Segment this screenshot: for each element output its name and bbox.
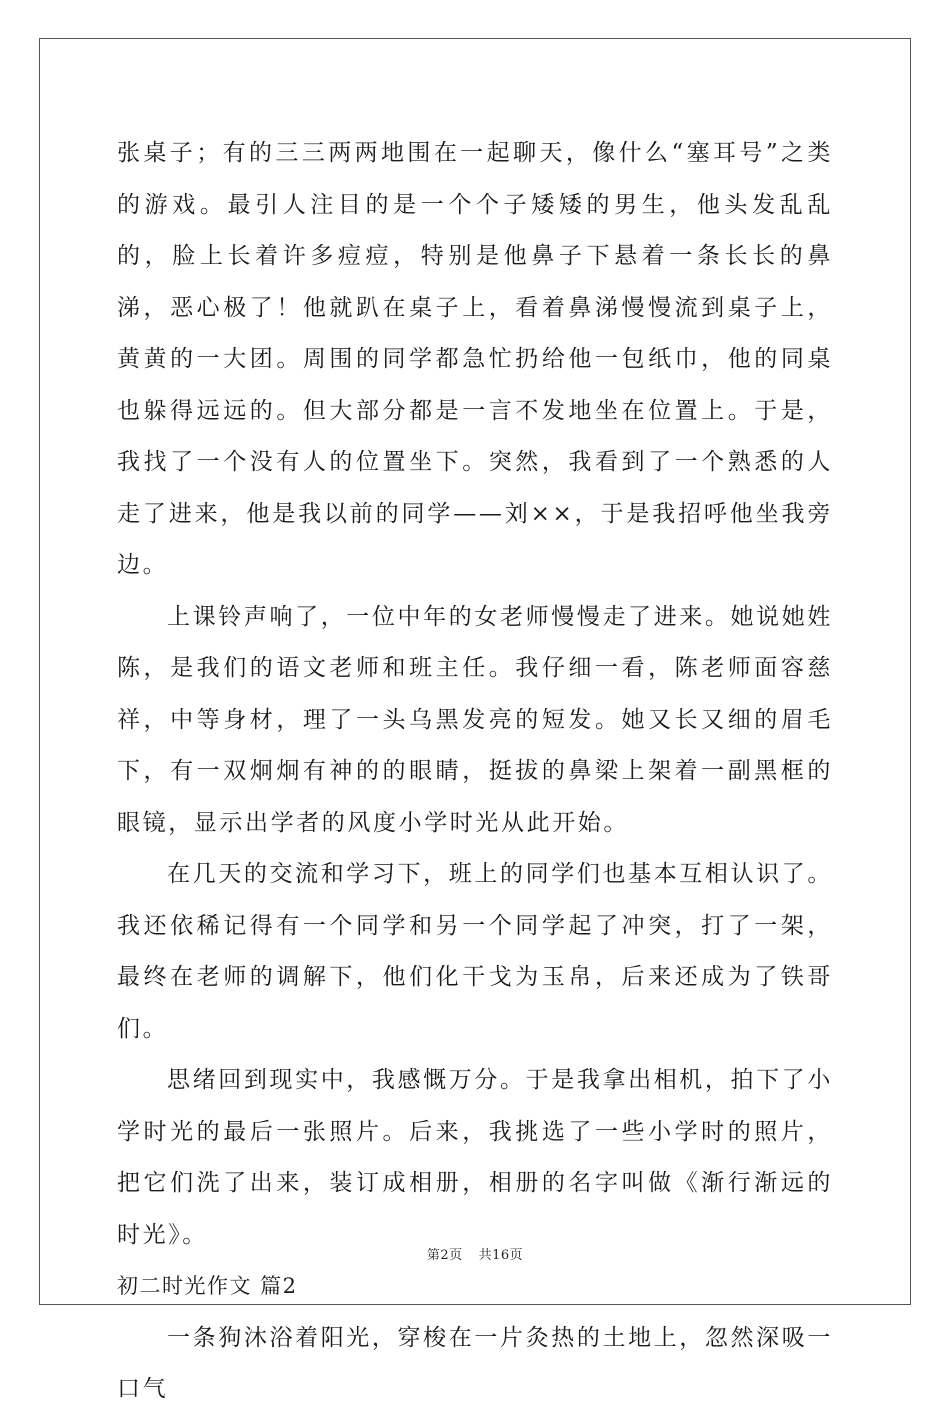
page-footer bbox=[0, 1244, 950, 1263]
section-heading: 初二时光作文 篇2 bbox=[117, 1274, 298, 1298]
page-total: 共16页 bbox=[478, 1248, 524, 1263]
paragraph-4: 思绪回到现实中，我感慨万分。于是我拿出相机，拍下了小学时光的最后一张照片。后来，我挑选了一些小学时的照片，把它们洗了出来，装订成相册，相册的名字叫做《渐行渐远的时光》。 bbox=[117, 1067, 833, 1248]
document-body bbox=[117, 128, 833, 1416]
paragraph-3: 在几天的交流和学习下，班上的同学们也基本互相认识了。我还依稀记得有一个同学和另一个同学起了冲突，打了一架，最终在老师的调解下，他们化干戈为玉帛，后来还成为了铁哥们。 bbox=[117, 861, 833, 1042]
paragraph-2: 上课铃声响了，一位中年的女老师慢慢走了进来。她说她姓陈，是我们的语文老师和班主任。我仔细一看，陈老师面容慈祥，中等身材，理了一头乌黑发亮的短发。她又长又细的眉毛下，有一双炯炯有神的的眼睛，挺拔的鼻梁上架着一副黑框的眼镜，显示出学者的风度小学时光从此开始。 bbox=[117, 603, 833, 836]
page-number: 第2页 bbox=[426, 1248, 463, 1263]
paragraph-5: 一条狗沐浴着阳光，穿梭在一片灸热的土地上，忽然深吸一口气 bbox=[117, 1324, 833, 1402]
paragraph-1: 张桌子；有的三三两两地围在一起聊天，像什么“塞耳号”之类的游戏。最引人注目的是一个个子矮矮的男生，他头发乱乱的，脸上长着许多痘痘，特别是他鼻子下悬着一条长长的鼻涕，恶心极了！他就趴在桌子上，看着鼻涕慢慢流到桌子上，黄黄的一大团。周围的同学都急忙扔给他一包纸巾，他的同桌也躲得远远的。但大部分都是一言不发地坐在位置上。于是，我找了一个没有人的位置坐下。突然，我看到了一个熟悉的人走了进来，他是我以前的同学——刘××，于是我招呼他坐我旁边。 bbox=[117, 140, 833, 578]
